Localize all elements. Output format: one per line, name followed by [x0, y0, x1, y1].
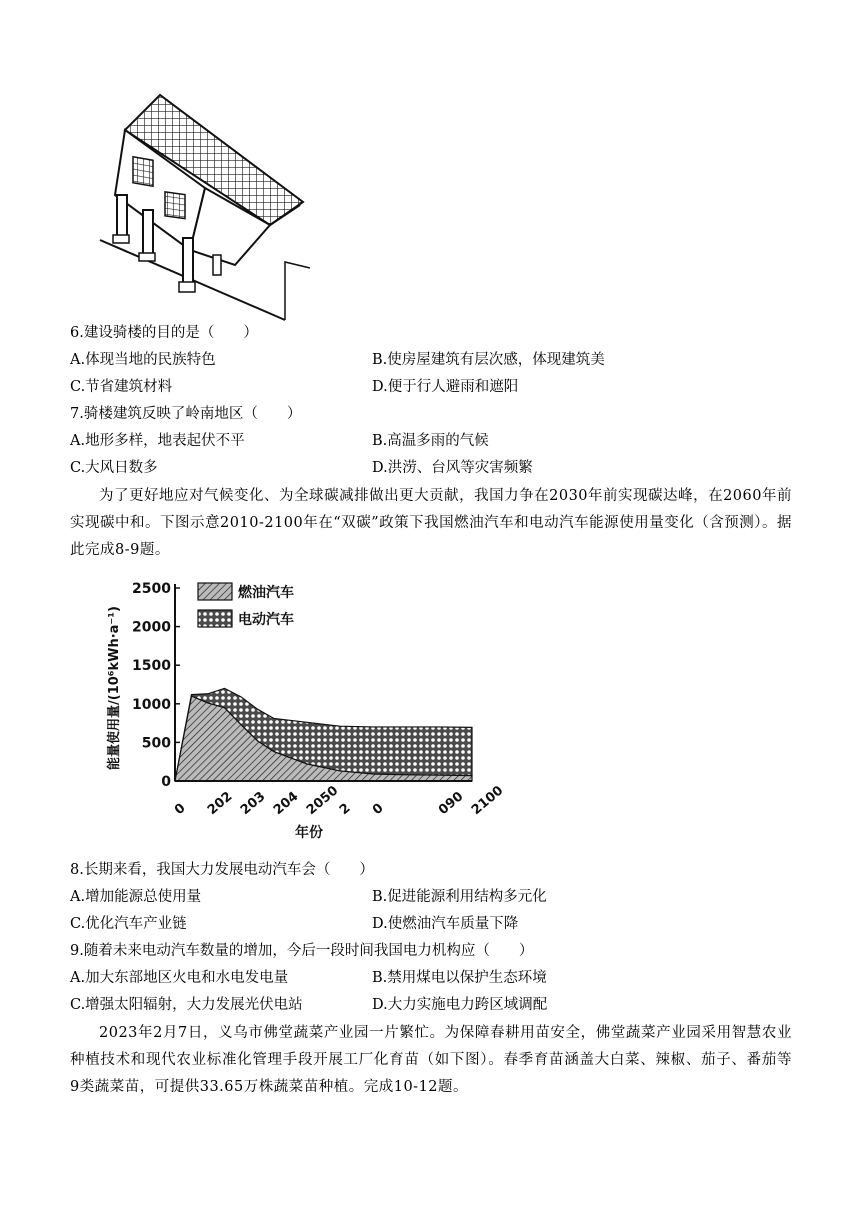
intro-paragraph-seedlings: 2023年2月7日，义乌市佛堂蔬菜产业园一片繁忙。为保障春耕用苗安全，佛堂蔬菜产业园采用智慧农业种植技术和现代农业标准化管理手段开展工厂化育苗（如下图）。春季育苗涵盖大白菜、辣椒、茄子、番茄等9类蔬菜苗，可提供33.65万株蔬菜苗种植。完成10-12题。: [70, 1025, 792, 1095]
x-axis-label: 年份: [295, 825, 323, 841]
question-7-stem: 7.骑楼建筑反映了岭南地区（ ）: [70, 406, 302, 422]
question-8-option-d: D.使燃油汽车质量下降: [372, 916, 519, 932]
question-9-stem: 9.随着未来电动汽车数量的增加，今后一段时间我国电力机构应（ ）: [70, 943, 534, 959]
question-6-option-a: A.体现当地的民族特色: [70, 352, 216, 368]
question-6-option-c: C.节省建筑材料: [70, 379, 173, 395]
legend-label-fuel: 燃油汽车: [238, 585, 294, 601]
qilou-building-illustration: [95, 90, 315, 322]
question-6-option-d: D.便于行人避雨和遮阳: [372, 379, 519, 395]
x-tick-label: 090: [435, 789, 467, 819]
x-tick-label: 203: [237, 789, 269, 819]
x-tick-label: 2100: [468, 783, 507, 819]
x-tick-label: 0: [369, 800, 387, 819]
y-tick-label: 2000: [132, 619, 171, 636]
question-7-option-a: A.地形多样，地表起伏不平: [70, 433, 245, 449]
y-tick-label: 500: [141, 735, 171, 752]
question-6-stem: 6.建设骑楼的目的是（ ）: [70, 325, 258, 341]
question-9-option-b: B.禁用煤电以保护生态环境: [372, 970, 547, 986]
x-tick-label: 204: [270, 789, 302, 819]
question-7-option-c: C.大风日数多: [70, 460, 158, 476]
question-7-option-b: B.高温多雨的气候: [372, 433, 489, 449]
y-tick-label: 2500: [132, 581, 171, 597]
question-9-option-a: A.加大东部地区火电和水电发电量: [70, 970, 289, 986]
x-tick-label: 202: [204, 789, 236, 819]
question-8-option-b: B.促进能源利用结构多元化: [372, 889, 547, 905]
intro-paragraph-carbon: 为了更好地应对气候变化、为全球碳减排做出更大贡献，我国力争在2030年前实现碳达峰，在2060年前实现碳中和。下图示意2010-2100年在“双碳”政策下我国燃油汽车和电动汽车能源使用量变化（含预测）。据此完成8-9题。: [70, 488, 792, 558]
y-tick-label: 1000: [132, 696, 171, 713]
x-tick-label: 0: [171, 800, 189, 819]
y-tick-label: 0: [161, 774, 171, 790]
energy-usage-chart: [100, 575, 507, 845]
legend-label-electric: 电动汽车: [238, 612, 294, 628]
question-9-option-d: D.大力实施电力跨区域调配: [372, 997, 548, 1013]
question-8-stem: 8.长期来看，我国大力发展电动汽车会（ ）: [70, 862, 374, 878]
legend-swatch-electric: [198, 610, 232, 627]
y-axis-label: 能量使用量/(10⁶kWh·a⁻¹): [107, 606, 122, 770]
question-8-option-c: C.优化汽车产业链: [70, 916, 187, 932]
question-6-option-b: B.使房屋建筑有层次感，体现建筑美: [372, 352, 605, 368]
y-tick-label: 1500: [132, 658, 171, 675]
question-7-option-d: D.洪涝、台风等灾害频繁: [372, 460, 533, 476]
question-8-option-a: A.增加能源总使用量: [70, 889, 202, 905]
x-tick-label: 2: [336, 800, 354, 819]
x-tick-label: 2050: [303, 783, 342, 819]
legend-swatch-fuel: [198, 583, 232, 600]
question-9-option-c: C.增强太阳辐射，大力发展光伏电站: [70, 997, 303, 1013]
